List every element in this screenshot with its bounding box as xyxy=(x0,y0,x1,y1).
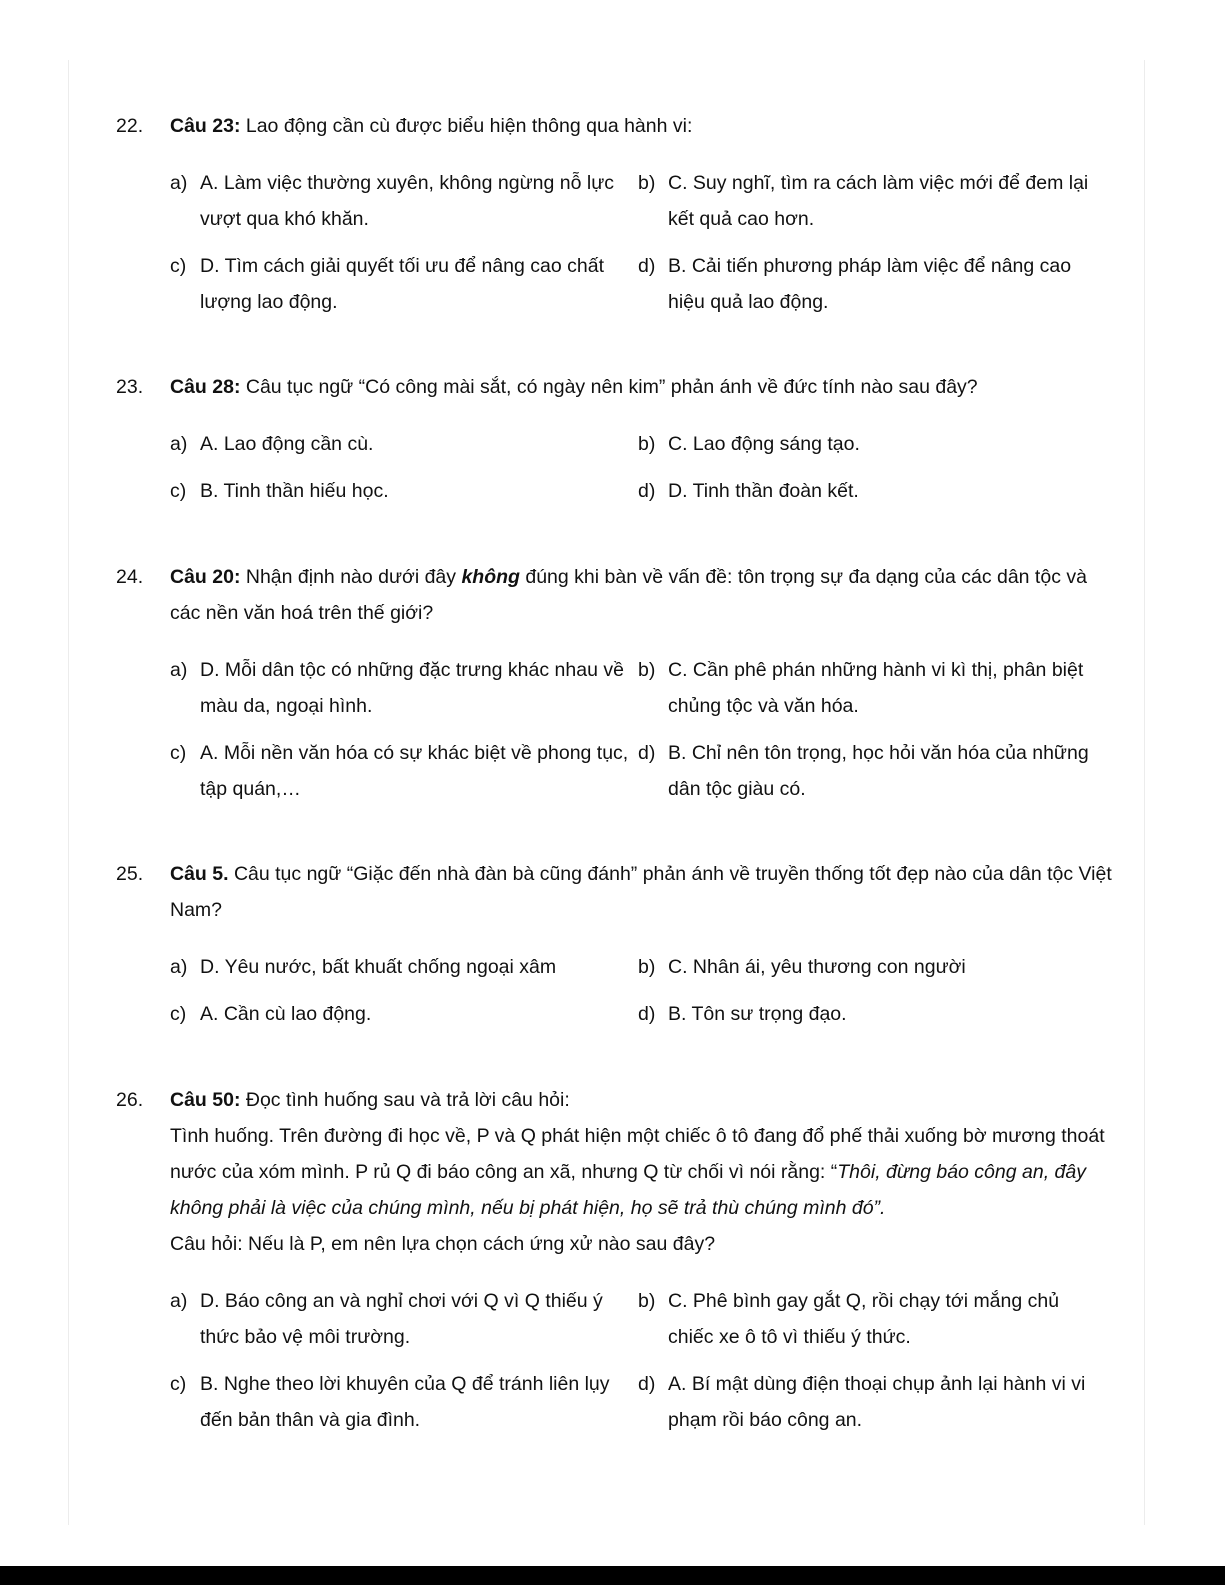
question-25 xyxy=(116,856,1116,1032)
question-text xyxy=(170,369,1116,405)
options-grid xyxy=(170,165,1116,320)
question-24 xyxy=(116,559,1116,807)
question-body: Đọc tình huống sau và trả lời câu hỏi: xyxy=(240,1089,570,1111)
question-body: Câu tục ngữ “Giặc đến nhà đàn bà cũng đánh” phản ánh về truyền thống tốt đẹp nào của dân tộc Việt Nam? xyxy=(170,863,1112,921)
options-grid xyxy=(170,949,1116,1032)
options-grid xyxy=(170,652,1116,807)
option-a[interactable]: a) D. Mỗi dân tộc có những đặc trưng khác nhau về màu da, ngoại hình. xyxy=(170,659,624,717)
option-a[interactable]: a) D. Yêu nước, bất khuất chống ngoại xâm xyxy=(170,956,557,978)
bottom-bar xyxy=(0,1566,1225,1585)
question-body: Lao động cần cù được biểu hiện thông qua hành vi: xyxy=(240,115,693,137)
option-a[interactable]: a) A. Làm việc thường xuyên, không ngừng nỗ lực vượt qua khó khăn. xyxy=(170,172,615,230)
option-b[interactable]: b) C. Cần phê phán những hành vi kì thị, phân biệt chủng tộc và văn hóa. xyxy=(638,659,1084,717)
option-d[interactable]: d) B. Cải tiến phương pháp làm việc để nâng cao hiệu quả lao động. xyxy=(638,255,1072,313)
question-23 xyxy=(116,369,1116,509)
option-b[interactable]: b) C. Phê bình gay gắt Q, rồi chạy tới mắng chủ chiếc xe ô tô vì thiếu ý thức. xyxy=(638,1290,1060,1348)
question-text xyxy=(170,1082,1116,1118)
question-text xyxy=(170,108,1116,144)
question-number: 23. xyxy=(116,376,144,398)
question-22 xyxy=(116,108,1116,320)
option-a[interactable]: a) A. Lao động cần cù. xyxy=(170,433,374,455)
question-label: Câu 20: xyxy=(170,566,241,588)
question-26 xyxy=(116,1082,1116,1438)
question-text: Câu 20: Nhận định nào dưới đây không đúng khi bàn về vấn đề: tôn trọng sự đa dạng của các dân tộc và các nền văn hoá trên thế giới? xyxy=(170,566,1087,624)
option-b[interactable]: b) C. Lao động sáng tạo. xyxy=(638,433,860,455)
option-c[interactable]: c) D. Tìm cách giải quyết tối ưu để nâng cao chất lượng lao động. xyxy=(170,255,605,313)
question-number: 26. xyxy=(116,1089,144,1111)
option-c[interactable]: c) A. Cần cù lao động. xyxy=(170,1003,372,1025)
option-c[interactable]: c) B. Tinh thần hiếu học. xyxy=(170,480,389,502)
question-text xyxy=(170,856,1116,928)
question-body: Câu tục ngữ “Có công mài sắt, có ngày nên kim” phản ánh về đức tính nào sau đây? xyxy=(240,376,978,398)
option-d[interactable]: d) B. Chỉ nên tôn trọng, học hỏi văn hóa của những dân tộc giàu có. xyxy=(638,742,1089,800)
emphasis-word: không xyxy=(461,566,520,588)
question-label: Câu 50: xyxy=(170,1089,241,1111)
option-c[interactable]: c) A. Mỗi nền văn hóa có sự khác biệt về phong tục, tập quán,… xyxy=(170,742,629,800)
option-c[interactable]: c) B. Nghe theo lời khuyên của Q để tránh liên lụy đến bản thân và gia đình. xyxy=(170,1373,610,1431)
option-a[interactable]: a) D. Báo công an và nghỉ chơi với Q vì Q thiếu ý thức bảo vệ môi trường. xyxy=(170,1290,603,1348)
options-grid xyxy=(170,426,1116,509)
scenario-text: Tình huống. Trên đường đi học về, P và Q phát hiện một chiếc ô tô đang đổ phế thải xuống bờ mương thoát nước của xóm mình. P rủ Q đi báo công an xã, nhưng Q từ chối vì nói rằng: “Thôi, đừng báo công an, đây không phải là việc của chúng mình, nếu bị phát hiện, họ sẽ trả thù chúng mình đó”. xyxy=(170,1125,1105,1219)
page-border-right xyxy=(1144,60,1145,1525)
question-number: 22. xyxy=(116,115,144,137)
option-d[interactable]: d) D. Tinh thần đoàn kết. xyxy=(638,480,859,502)
option-b[interactable]: b) C. Suy nghĩ, tìm ra cách làm việc mới để đem lại kết quả cao hơn. xyxy=(638,172,1089,230)
page-border-left xyxy=(68,60,69,1525)
question-label: Câu 5. xyxy=(170,863,229,885)
options-grid xyxy=(170,1283,1116,1438)
question-number: 25. xyxy=(116,863,144,885)
scenario-prompt: Câu hỏi: Nếu là P, em nên lựa chọn cách ứng xử nào sau đây? xyxy=(170,1233,716,1255)
question-number: 24. xyxy=(116,566,144,588)
option-d[interactable]: d) A. Bí mật dùng điện thoại chụp ảnh lại hành vi vi phạm rồi báo công an. xyxy=(638,1373,1086,1431)
question-label: Câu 23: xyxy=(170,115,241,137)
option-d[interactable]: d) B. Tôn sư trọng đạo. xyxy=(638,1003,847,1025)
question-label: Câu 28: xyxy=(170,376,241,398)
scenario-quote: Thôi, đừng báo công an, đây không phải là việc của chúng mình, nếu bị phát hiện, họ sẽ trả thù chúng mình đó”. xyxy=(170,1161,1086,1219)
option-b[interactable]: b) C. Nhân ái, yêu thương con người xyxy=(638,956,966,978)
